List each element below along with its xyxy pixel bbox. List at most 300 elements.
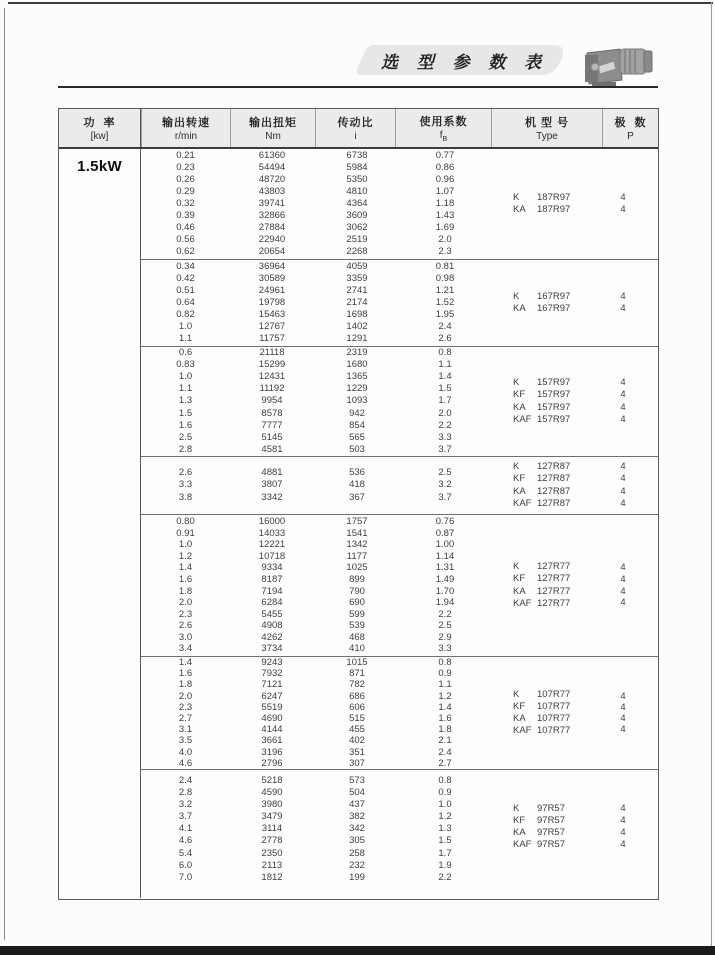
value-cell: 1291: [346, 333, 368, 345]
value-cell: 942: [349, 407, 365, 419]
model-type: KF 127R87: [513, 473, 571, 485]
model-type: K 107R77: [513, 688, 571, 700]
value-cell: 351: [349, 746, 365, 758]
ratio-column: [314, 515, 400, 656]
value-cell: 30589: [258, 272, 286, 284]
value-cell: 1229: [346, 383, 368, 395]
model-type: KF 127R77: [513, 573, 571, 585]
value-cell: 9334: [261, 562, 283, 574]
page-title-banner: [353, 44, 570, 76]
value-cell: 1.8: [178, 585, 193, 597]
value-cell: 4881: [261, 467, 283, 479]
speed-column: [141, 457, 230, 514]
col-header-service-factor: 使用系数 $f_B$: [395, 109, 491, 147]
value-cell: 20654: [258, 246, 286, 258]
spacer: [644, 770, 658, 898]
value-cell: 0.39: [176, 210, 195, 222]
value-cell: 3.1: [178, 724, 193, 736]
torque-column: [230, 347, 314, 456]
poles-column: [602, 770, 644, 898]
service-factor-column: [400, 770, 490, 898]
value-cell: 686: [349, 690, 365, 702]
model-type: K 157R97: [513, 377, 571, 389]
poles-column: [602, 457, 644, 514]
value-cell: 19798: [258, 296, 286, 308]
value-cell: 2.0: [178, 597, 193, 609]
value-cell: 790: [349, 585, 365, 597]
ratio-column: [314, 657, 400, 769]
value-cell: 5455: [261, 608, 283, 620]
poles-value: 4: [620, 473, 626, 485]
value-cell: 1680: [346, 359, 368, 371]
page-title: 选 型 参 数 表: [381, 52, 548, 72]
poles-value: 4: [620, 389, 626, 401]
value-cell: 402: [349, 735, 365, 747]
value-cell: 9954: [261, 395, 283, 407]
value-cell: 4059: [346, 260, 368, 272]
value-cell: 7.0: [178, 871, 193, 883]
value-cell: 0.91: [176, 527, 195, 539]
value-cell: 599: [349, 608, 365, 620]
value-cell: 0.42: [176, 272, 195, 284]
value-cell: 1.1: [438, 359, 452, 371]
value-cell: 2778: [261, 835, 283, 847]
value-cell: 5984: [346, 161, 368, 173]
value-cell: 2.8: [178, 443, 193, 455]
value-cell: 3980: [261, 799, 283, 811]
ratio-column: [314, 347, 400, 456]
value-cell: 4.6: [178, 757, 193, 769]
value-cell: 8187: [261, 573, 283, 585]
value-cell: 3.3: [178, 479, 193, 491]
value-cell: 0.51: [176, 284, 195, 296]
model-type: K 187R97: [513, 191, 571, 203]
value-cell: 4262: [261, 631, 283, 643]
value-cell: 3.5: [178, 735, 193, 747]
value-cell: 1.1: [178, 383, 193, 395]
value-cell: 6738: [346, 149, 368, 161]
value-cell: 1.5: [178, 407, 193, 419]
value-cell: 899: [349, 573, 365, 585]
value-cell: 2.2: [438, 871, 452, 883]
speed-column: [141, 657, 230, 769]
poles-value: 4: [620, 191, 626, 203]
poles-value: 4: [620, 573, 626, 585]
value-cell: 15463: [258, 309, 286, 321]
parameter-block: [141, 456, 658, 514]
value-cell: 0.21: [176, 149, 195, 161]
value-cell: 2.4: [438, 746, 452, 758]
value-cell: 1757: [346, 515, 368, 527]
value-cell: 1.3: [178, 395, 193, 407]
value-cell: 2.5: [438, 467, 452, 479]
model-type: KA 187R97: [513, 204, 571, 215]
value-cell: 565: [349, 431, 365, 443]
value-cell: 0.6: [178, 347, 193, 359]
type-column: [490, 457, 602, 514]
value-cell: 2174: [346, 296, 368, 308]
value-cell: 43803: [258, 185, 286, 197]
value-cell: 1.6: [178, 573, 193, 585]
value-cell: 382: [349, 811, 365, 823]
value-cell: 36964: [258, 260, 286, 272]
value-cell: 2.0: [438, 407, 452, 419]
parameter-block: [141, 346, 658, 456]
poles-column: [602, 657, 644, 769]
value-cell: 32866: [258, 210, 286, 222]
value-cell: 10718: [258, 550, 286, 562]
value-cell: 4908: [261, 620, 283, 632]
spacer: [644, 515, 658, 656]
col-header-output-torque: 输出扭矩 Nm: [230, 109, 315, 147]
ratio-column: [314, 149, 400, 259]
value-cell: 11757: [259, 333, 285, 345]
value-cell: 1.94: [435, 597, 455, 609]
spacer: [644, 347, 658, 456]
value-cell: 48720: [258, 173, 286, 185]
poles-column: [602, 260, 644, 346]
value-cell: 1.6: [178, 419, 193, 431]
value-cell: 1.2: [438, 690, 452, 702]
value-cell: 410: [349, 643, 365, 655]
poles-value: 4: [620, 303, 626, 314]
value-cell: 782: [349, 679, 365, 691]
value-cell: 15299: [258, 359, 286, 371]
value-cell: 0.56: [176, 234, 195, 246]
value-cell: 1698: [346, 309, 368, 321]
value-cell: 437: [349, 799, 365, 811]
value-cell: 1.70: [435, 585, 455, 597]
value-cell: 3.3: [438, 643, 452, 655]
value-cell: 1.7: [438, 847, 452, 859]
model-type: KA 127R77: [513, 585, 571, 597]
value-cell: 690: [349, 597, 365, 609]
value-cell: 5145: [261, 431, 283, 443]
value-cell: 367: [349, 491, 365, 503]
value-cell: 455: [349, 724, 365, 736]
torque-column: [230, 657, 314, 769]
value-cell: 871: [349, 668, 365, 680]
value-cell: 0.80: [176, 515, 195, 527]
value-cell: 1.52: [435, 296, 455, 308]
poles-column: [602, 149, 644, 259]
value-cell: 539: [349, 620, 365, 632]
value-cell: 22940: [258, 234, 286, 246]
model-type: K 167R97: [513, 290, 571, 302]
value-cell: 1015: [346, 657, 368, 668]
col-header-type: 机 型 号 Type: [491, 109, 602, 147]
value-cell: 7194: [261, 585, 283, 597]
value-cell: 3.4: [178, 643, 193, 655]
model-type: KAF 157R97: [513, 413, 571, 425]
model-type: K 127R87: [513, 461, 571, 473]
value-cell: 2319: [346, 347, 368, 359]
value-cell: 342: [349, 823, 365, 835]
value-cell: 3.8: [178, 491, 193, 503]
value-cell: 0.87: [435, 527, 455, 539]
value-cell: 0.9: [438, 787, 452, 799]
value-cell: 1.5: [438, 835, 452, 847]
value-cell: 9243: [261, 657, 283, 668]
value-cell: 0.64: [176, 296, 195, 308]
value-cell: 1812: [261, 871, 283, 883]
poles-value: 4: [620, 827, 626, 839]
value-cell: 0.26: [176, 173, 195, 185]
value-cell: 1.14: [435, 550, 455, 562]
value-cell: 2.3: [438, 246, 452, 258]
value-cell: 0.81: [435, 260, 455, 272]
value-cell: 0.8: [438, 775, 452, 786]
speed-column: [141, 149, 230, 259]
value-cell: 1.8: [438, 724, 452, 736]
blocks: [141, 149, 658, 898]
value-cell: 307: [349, 757, 365, 769]
value-cell: 0.77: [435, 149, 455, 161]
value-cell: 3479: [261, 811, 283, 823]
value-cell: 1.8: [178, 679, 193, 691]
value-cell: 232: [349, 859, 365, 871]
value-cell: 4690: [261, 713, 283, 725]
speed-column: [141, 347, 230, 456]
value-cell: 1.31: [435, 562, 455, 574]
value-cell: 1.4: [178, 562, 193, 574]
page-frame-left: [4, 8, 5, 940]
value-cell: 0.96: [435, 173, 455, 185]
value-cell: 2.9: [438, 631, 452, 643]
value-cell: 504: [349, 787, 365, 799]
value-cell: 573: [349, 775, 365, 786]
value-cell: 0.8: [438, 347, 452, 359]
value-cell: 3342: [261, 491, 283, 503]
spacer: [644, 457, 658, 514]
value-cell: 2.2: [438, 608, 452, 620]
value-cell: 2.5: [438, 620, 452, 632]
service-factor-column: [400, 347, 490, 456]
poles-value: 4: [620, 204, 626, 215]
torque-column: [230, 457, 314, 514]
table-body: [59, 149, 658, 898]
selection-table: [58, 108, 659, 900]
value-cell: 2519: [346, 234, 368, 246]
type-column: [490, 260, 602, 346]
poles-value: 4: [620, 690, 626, 702]
type-column: [490, 657, 602, 769]
model-type: KF 107R77: [513, 700, 571, 712]
poles-column: [602, 347, 644, 456]
value-cell: 0.46: [176, 222, 195, 234]
poles-value: 4: [620, 497, 626, 509]
col-header-power: 功 率 [kw]: [59, 109, 141, 147]
poles-value: 4: [620, 803, 626, 814]
value-cell: 1365: [346, 371, 368, 383]
value-cell: 3609: [346, 210, 368, 222]
value-cell: 4144: [261, 724, 283, 736]
value-cell: 3.7: [438, 443, 452, 455]
poles-value: 4: [620, 839, 626, 851]
value-cell: 6247: [261, 690, 283, 702]
spacer: [644, 149, 658, 259]
value-cell: 2.2: [438, 419, 452, 431]
value-cell: 418: [349, 479, 365, 491]
value-cell: 3114: [261, 823, 283, 835]
value-cell: 1541: [346, 527, 368, 539]
value-cell: 7777: [261, 419, 283, 431]
value-cell: 3.2: [438, 479, 452, 491]
value-cell: 0.32: [176, 197, 195, 209]
value-cell: 2.7: [178, 713, 193, 725]
value-cell: 5519: [261, 701, 283, 713]
value-cell: 7932: [261, 668, 283, 680]
value-cell: 27884: [258, 222, 286, 234]
value-cell: 24961: [258, 284, 286, 296]
value-cell: 1.7: [438, 395, 452, 407]
poles-value: 4: [620, 562, 626, 574]
model-type: KA 157R97: [513, 401, 571, 413]
torque-column: [230, 515, 314, 656]
value-cell: 2796: [261, 757, 283, 769]
value-cell: 536: [349, 467, 365, 479]
type-column: [490, 347, 602, 456]
gearmotor-icon: [578, 40, 656, 90]
page-frame-top: [8, 2, 713, 4]
value-cell: 0.62: [176, 246, 195, 258]
model-type: KA 167R97: [513, 303, 571, 314]
value-cell: 1.2: [178, 550, 193, 562]
col-header-output-speed: 输出转速 r/min: [141, 109, 230, 147]
parameter-block: [141, 514, 658, 656]
value-cell: 54494: [258, 161, 286, 173]
spacer: [644, 657, 658, 769]
value-cell: 1.43: [435, 210, 455, 222]
value-cell: 2.3: [178, 608, 193, 620]
value-cell: 0.34: [176, 260, 195, 272]
value-cell: 1.6: [438, 713, 452, 725]
value-cell: 1.18: [435, 197, 455, 209]
value-cell: 4.6: [178, 835, 193, 847]
value-cell: 1342: [346, 539, 368, 551]
value-cell: 2.7: [438, 757, 452, 769]
parameter-block: [141, 259, 658, 346]
value-cell: 4810: [346, 185, 368, 197]
value-cell: 1.0: [178, 321, 193, 333]
power-column: [59, 149, 141, 898]
value-cell: 3.3: [438, 431, 452, 443]
value-cell: 503: [349, 443, 365, 455]
value-cell: 4.0: [178, 746, 193, 758]
value-cell: 3807: [261, 479, 283, 491]
type-column: [490, 149, 602, 259]
poles-value: 4: [620, 290, 626, 302]
table-header: [59, 109, 658, 149]
value-cell: 515: [349, 713, 365, 725]
poles-value: 4: [620, 597, 626, 609]
model-type: K 127R77: [513, 561, 571, 573]
value-cell: 854: [349, 419, 365, 431]
service-factor-column: [400, 457, 490, 514]
value-cell: 468: [349, 631, 365, 643]
value-cell: 3196: [261, 746, 283, 758]
poles-value: 4: [620, 413, 626, 425]
value-cell: 3.7: [178, 811, 193, 823]
value-cell: 258: [349, 847, 365, 859]
value-cell: 2.6: [178, 467, 193, 479]
model-type: KAF 107R77: [513, 725, 571, 737]
value-cell: 1.49: [435, 573, 455, 585]
value-cell: 21118: [259, 347, 285, 359]
torque-column: [230, 260, 314, 346]
value-cell: 14033: [258, 527, 286, 539]
model-type: KF 157R97: [513, 389, 571, 401]
value-cell: 1.07: [435, 185, 455, 197]
type-column: [490, 515, 602, 656]
ratio-column: [314, 770, 400, 898]
value-cell: 606: [349, 701, 365, 713]
value-cell: 3661: [261, 735, 283, 747]
value-cell: 1.0: [438, 799, 452, 811]
value-cell: 5.4: [178, 847, 193, 859]
power-value: 1.5kW: [77, 158, 122, 175]
value-cell: 2.1: [438, 735, 452, 747]
value-cell: 2350: [261, 847, 283, 859]
value-cell: 1025: [346, 562, 368, 574]
model-type: KA 97R57: [513, 827, 565, 839]
value-cell: 3.7: [438, 491, 452, 503]
value-cell: 4581: [261, 443, 283, 455]
page-frame-bottom: [0, 946, 715, 955]
value-cell: 2741: [346, 284, 368, 296]
value-cell: 0.23: [176, 161, 195, 173]
model-type: KA 107R77: [513, 713, 571, 725]
speed-column: [141, 770, 230, 898]
model-type: KAF 127R87: [513, 497, 571, 509]
value-cell: 2.8: [178, 787, 193, 799]
model-type: KF 97R57: [513, 815, 565, 827]
torque-column: [230, 149, 314, 259]
service-factor-column: [400, 657, 490, 769]
service-factor-column: [400, 260, 490, 346]
value-cell: 4.1: [178, 823, 193, 835]
value-cell: 1.00: [435, 539, 455, 551]
ratio-column: [314, 457, 400, 514]
parameter-block: [141, 656, 658, 769]
model-type: K 97R57: [513, 803, 565, 814]
value-cell: 1.95: [435, 309, 455, 321]
value-cell: 0.9: [438, 668, 452, 680]
parameter-block: [141, 769, 658, 898]
value-cell: 2.6: [438, 333, 452, 345]
value-cell: 5350: [346, 173, 368, 185]
spacer: [644, 260, 658, 346]
value-cell: 3734: [261, 643, 283, 655]
parameter-block: [141, 149, 658, 259]
model-type: KA 127R87: [513, 485, 571, 497]
poles-value: 4: [620, 713, 626, 725]
col-header-ratio: 传动比 i: [315, 109, 395, 147]
value-cell: 4590: [261, 787, 283, 799]
value-cell: 1.5: [438, 383, 452, 395]
title-rule: [58, 86, 658, 88]
col-header-poles: 极 数 P: [602, 109, 658, 147]
poles-value: 4: [620, 485, 626, 497]
value-cell: 1.4: [438, 371, 452, 383]
value-cell: 0.29: [176, 185, 195, 197]
poles-value: 4: [620, 401, 626, 413]
page-frame-right: [711, 2, 712, 947]
poles-column: [602, 515, 644, 656]
value-cell: 0.83: [176, 359, 195, 371]
value-cell: 1093: [346, 395, 368, 407]
value-cell: 1.2: [438, 811, 452, 823]
